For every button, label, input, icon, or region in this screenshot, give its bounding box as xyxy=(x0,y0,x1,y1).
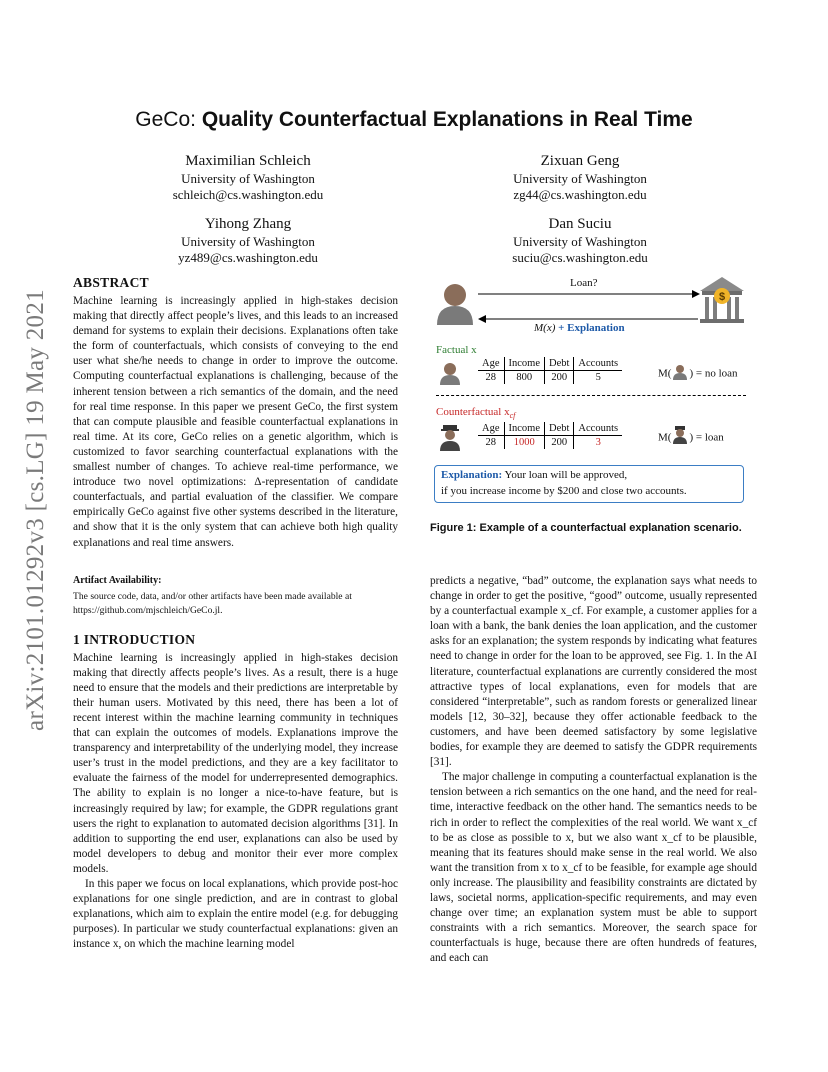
response-label xyxy=(534,322,625,334)
figure-divider xyxy=(436,395,746,396)
col-income: Income xyxy=(504,422,545,436)
author-block xyxy=(430,215,730,266)
right-paragraph-1: predicts a negative, “bad” outcome, the explanation says what needs to change in order to get the positive, “good” outcome, usually represented by a counterfactual example x_cf. For example, a customer applies for a loan with a bank, the bank denies the loan application, and the customer asks for an explanation; the system responds by indicating what features need to change in order for the loan to be approved, see Fig. 1. In the AI literature, counterfactual explanations are currently considered the most attractive types of local explanations, even for models that are considered “interpretable”, such as random forests or generalized linear models [12, 30–32], because they offer actionable feedback to the customers, and have been deemed satisfactory by some legislative bodies, for example they are deemed to satisfy the GDPR requirements [31]. xyxy=(430,575,757,769)
abstract-text: Machine learning is increasingly applied in high-stakes decision making that directly affect people’s lives, and this leads to an increased demand for systems to explain their decisions. Explanations often take the form of counterfactuals, which consists of conveying to the end user what she/he needs to change in order to improve the outcome. Computing counterfactual explanations is challenging, because of the inherent tension between a rich semantics of the domain, and the need for real time response. In this paper we present GeCo, the first system that can compute plausible and feasible counterfactual explanations in real time. At its core, GeCo relies on a genetic algorithm, which is customized to favor searching counterfactual explanations with the smallest number of changes. To achieve real-time performance, we introduce two novel optimizations: Δ-representation of candidate counterfactuals, and partial evaluation of the classifier. We compare empirically GeCo against five other systems described in the literature, and show that it is the only system that can achieve both high quality explanations and real time answers. xyxy=(73,295,398,549)
left-column xyxy=(73,275,398,952)
author-affiliation: University of Washington xyxy=(513,234,647,249)
author-email: zg44@cs.washington.edu xyxy=(513,187,647,202)
intro-paragraph-2: In this paper we focus on local explanations, which provide post-hoc explanations for one single prediction, and are in contrast to global explanations, which aim to explain the entire model (e.g. for debugging purposes). In particular we study counterfactual explanations: given an instance x, on which the machine learning model xyxy=(73,878,398,951)
author-name: Dan Suciu xyxy=(548,216,612,232)
author-block xyxy=(98,152,398,203)
col-age: Age xyxy=(478,422,504,436)
m-open: M( xyxy=(658,367,672,380)
counterfactual-label xyxy=(436,406,515,420)
cf-debt: 200 xyxy=(545,436,574,450)
author-name: Zixuan Geng xyxy=(540,153,620,169)
right-column xyxy=(430,574,757,966)
cf-result-text: ) = loan xyxy=(689,431,724,444)
factual-table xyxy=(478,357,622,384)
col-debt: Debt xyxy=(545,357,574,371)
explanation-title: Explanation: xyxy=(441,469,503,481)
arxiv-identifier xyxy=(16,280,56,740)
factual-person-icon xyxy=(438,361,462,387)
artifact-heading: Artifact Availability: xyxy=(73,574,162,586)
factual-accounts: 5 xyxy=(595,372,601,383)
author-name: Maximilian Schleich xyxy=(185,153,311,169)
cf-accounts: 3 xyxy=(595,437,601,448)
counterfactual-person-icon xyxy=(438,425,462,453)
title-prefix: GeCo: xyxy=(135,108,196,131)
col-income: Income xyxy=(504,357,545,371)
factual-label: Factual x xyxy=(436,344,477,356)
author-affiliation: University of Washington xyxy=(181,234,315,249)
arxiv-identifier-text: arXiv:2101.01292v3 [cs.LG] 19 May 2021 xyxy=(22,289,49,731)
col-accounts: Accounts xyxy=(574,357,622,371)
svg-text:$: $ xyxy=(718,291,726,303)
cf-subscript: cf xyxy=(509,411,516,421)
author-email: schleich@cs.washington.edu xyxy=(172,187,324,202)
counterfactual-table xyxy=(478,422,622,449)
figure-1 xyxy=(430,275,760,515)
author-email: suciu@cs.washington.edu xyxy=(512,250,648,265)
cf-label-text: Counterfactual x xyxy=(436,406,510,418)
counterfactual-result xyxy=(658,431,724,445)
response-explanation: + Explanation xyxy=(555,322,625,334)
figure-caption: Figure 1: Example of a counterfactual explanation scenario. xyxy=(430,522,742,534)
col-debt: Debt xyxy=(545,422,574,436)
author-block xyxy=(430,152,730,203)
cf-age: 28 xyxy=(478,436,504,450)
explanation-box xyxy=(434,465,744,503)
abstract-heading: ABSTRACT xyxy=(73,275,149,290)
explanation-line-1: Your loan will be approved, xyxy=(502,469,628,481)
response-model: M(x) xyxy=(534,322,556,334)
artifact-section xyxy=(73,575,398,618)
factual-income: 800 xyxy=(504,371,545,385)
customer-icon xyxy=(437,284,473,325)
paper-title xyxy=(0,108,828,132)
artifact-text: The source code, data, and/or other artifacts have been made available at xyxy=(73,590,352,602)
author-affiliation: University of Washington xyxy=(181,171,315,186)
person-icon xyxy=(671,431,689,445)
cf-income: 1000 xyxy=(504,436,545,450)
col-accounts: Accounts xyxy=(574,422,622,436)
author-block xyxy=(98,215,398,266)
intro-paragraph-1: Machine learning is increasingly applied in high-stakes decision making that directly affects people’s lives. As a result, there is a huge need to ensure that the models and their predictions are interpretable by their human users. Motivated by this need, there has been a lot of recent interest within the machine learning community in techniques that can explain the outcomes of models. Explanations improve the transparency and interpretability of the underlying model, they increase user’s trust in the model predictions, and they are a key facilitator to evaluate the fairness of the model for underrepresented demographics. The ability to explain is no longer a nice-to-have feature, but is increasingly required by law; for example, the GDPR regulations grant users the right to explanation to automated decision algorithms [31]. In addition to supporting the end user, explanations can also be used by model developers to debug and monitor their ever more complex models. xyxy=(73,651,398,875)
factual-debt: 200 xyxy=(545,371,574,385)
bank-icon xyxy=(700,277,744,323)
intro-heading: 1 INTRODUCTION xyxy=(73,631,196,647)
factual-result-text: ) = no loan xyxy=(689,367,738,380)
col-age: Age xyxy=(478,357,504,371)
factual-age: 28 xyxy=(478,371,504,385)
person-icon xyxy=(671,367,689,381)
title-main: Quality Counterfactual Explanations in Real Time xyxy=(201,108,693,131)
author-affiliation: University of Washington xyxy=(513,171,647,186)
artifact-url[interactable]: https://github.com/mjschleich/GeCo.jl. xyxy=(73,604,223,616)
loan-label: Loan? xyxy=(570,277,598,289)
m-open: M( xyxy=(658,431,672,444)
author-email: yz489@cs.washington.edu xyxy=(178,250,318,265)
explanation-line-2: if you increase income by $200 and close two accounts. xyxy=(441,485,687,497)
right-paragraph-2: The major challenge in computing a counterfactual explanation is the tension between a rich semantics on the one hand, and the need for real-time, interactive feedback on the other hand. The semantics needs to be rich in order to reflect the complexities of the real world. We want x_cf to be as close as possible to x, but we also want x_cf to be plausible, meaning that its features should make sense in the real world. We also want the transition from x to x_cf to be feasible, for example age should only increase. The plausibility and feasibility constraints are dictated by laws, societal norms, application-specific requirements, and may even change over time; an explanation system must be able to support constraints with a rich semantics. Moreover, the search space for counterfactuals is huge, because there are often hundreds of features, and each can xyxy=(430,771,757,965)
factual-result xyxy=(658,367,738,381)
author-name: Yihong Zhang xyxy=(204,216,292,232)
